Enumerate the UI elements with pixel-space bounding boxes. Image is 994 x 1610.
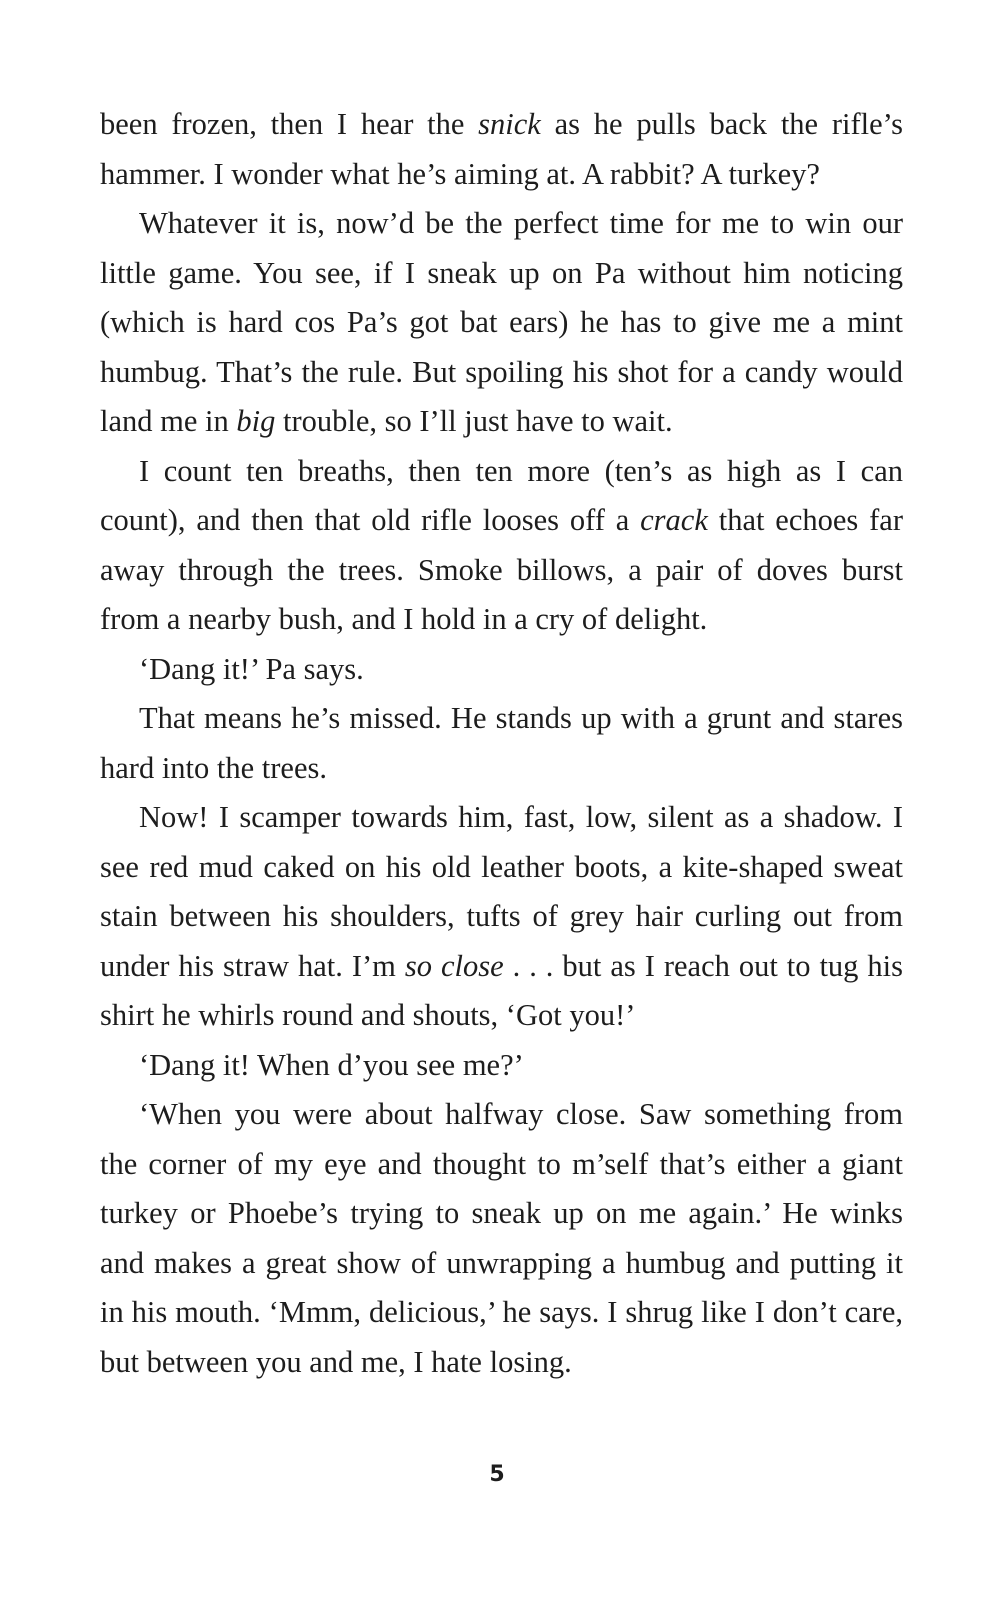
page-number: 5 [489, 1462, 505, 1487]
paragraph: I count ten breaths, then ten more (ten’s as high as I can count), and then that old rifle looses off a crack that echoes far away through the trees. Smoke billows, a pair of doves burst from a nearby bush, and I hold in a cry of delight. [100, 453, 903, 636]
paragraph: That means he’s missed. He stands up with a grunt and stares hard into the trees. [100, 701, 903, 785]
paragraph: Whatever it is, now’d be the perfect time for me to win our little game. You see, if I sneak up on Pa without him noticing (which is hard cos Pa’s got bat ears) he has to give me a mint humbug. That’s the rule. But spoiling his shot for a candy would land me in big trouble, so I’ll just have to wait. [100, 206, 903, 438]
paragraph: been frozen, then I hear the snick as he pulls back the rifle’s hammer. I wonder what he’s aiming at. A rabbit? A turkey? [100, 107, 903, 191]
emphasis-text: so close [404, 948, 504, 983]
emphasis-text: big [236, 404, 276, 438]
paragraph: Now! I scamper towards him, fast, low, silent as a shadow. I see red mud caked on his old leather boots, a kite-shaped sweat stain between his shoulders, tufts of grey hair curling out from under his straw hat. I’m so close . . . but as I reach out to tug his shirt he whirls round and shouts, ‘Got you!’ [100, 800, 903, 1032]
body-text [100, 100, 903, 1387]
paragraph: ‘When you were about halfway close. Saw something from the corner of my eye and thought to m’self that’s either a giant turkey or Phoebe’s trying to sneak up on me again.’ He winks and makes a great show of unwrapping a humbug and putting it in his mouth. ‘Mmm, delicious,’ he says. I shrug like I don’t care, but between you and me, I hate losing. [100, 1097, 903, 1379]
emphasis-text: crack [640, 503, 708, 537]
paragraph: ‘Dang it!’ Pa says. [139, 651, 364, 686]
emphasis-text: snick [478, 107, 541, 141]
paragraph: ‘Dang it! When d’you see me?’ [139, 1047, 524, 1082]
